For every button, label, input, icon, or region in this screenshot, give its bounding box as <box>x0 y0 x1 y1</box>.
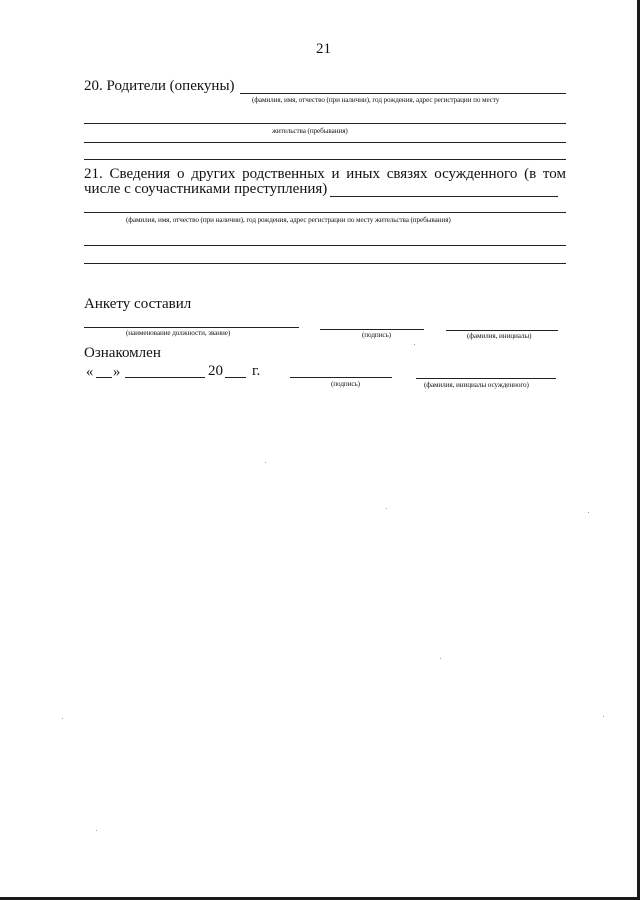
compiler-name-line[interactable] <box>446 330 558 331</box>
scan-speck <box>603 716 604 717</box>
acknowledged-label: Ознакомлен <box>84 345 161 361</box>
relatives-line-2[interactable] <box>84 212 566 213</box>
scan-speck <box>265 462 266 463</box>
compiled-by-label: Анкету составил <box>84 296 192 312</box>
date-month-line[interactable] <box>125 377 205 378</box>
date-year-suffix: г. <box>252 363 261 379</box>
compiler-name-caption: (фамилия, инициалы) <box>467 332 532 340</box>
relatives-heading-line-1: 21. Сведения о других родственных и иных связях осужденного (в том <box>84 166 566 182</box>
scan-speck <box>414 344 415 345</box>
date-year-prefix: 20 <box>208 363 223 379</box>
date-year-line[interactable] <box>225 377 246 378</box>
compiler-signature-caption: (подпись) <box>362 331 391 339</box>
parents-caption-2: жительства (пребывания) <box>272 127 348 135</box>
page-number: 21 <box>316 41 331 57</box>
scan-speck <box>440 658 441 659</box>
scan-speck <box>588 512 589 513</box>
relatives-line-4[interactable] <box>84 263 566 264</box>
scan-speck <box>386 508 387 509</box>
parents-line-1[interactable] <box>240 93 566 94</box>
compiler-position-line[interactable] <box>84 327 299 328</box>
convict-signature-line[interactable] <box>290 377 392 378</box>
date-quote-open: « <box>86 364 94 380</box>
parents-line-2[interactable] <box>84 123 566 124</box>
relatives-caption: (фамилия, имя, отчество (при наличии), год рождения, адрес регистрации по месту жительства (пребывания) <box>126 216 451 224</box>
scan-speck <box>96 830 97 831</box>
parents-line-3[interactable] <box>84 142 566 143</box>
parents-label: 20. Родители (опекуны) <box>84 78 235 94</box>
relatives-line-1[interactable] <box>330 196 558 197</box>
convict-name-caption: (фамилия, инициалы осужденного) <box>424 381 529 389</box>
parents-caption-1: (фамилия, имя, отчество (при наличии), год рождения, адрес регистрации по месту <box>252 96 500 104</box>
compiler-position-caption: (наименование должности, звание) <box>126 329 231 337</box>
compiler-signature-line[interactable] <box>320 329 424 330</box>
convict-signature-caption: (подпись) <box>331 380 360 388</box>
relatives-line-3[interactable] <box>84 245 566 246</box>
relatives-heading-line-2: числе с соучастниками преступления) <box>84 181 328 197</box>
convict-name-line[interactable] <box>416 378 556 379</box>
date-quote-close: » <box>113 364 121 380</box>
date-day-line[interactable] <box>96 377 112 378</box>
scan-speck <box>62 718 63 719</box>
parents-line-4[interactable] <box>84 159 566 160</box>
